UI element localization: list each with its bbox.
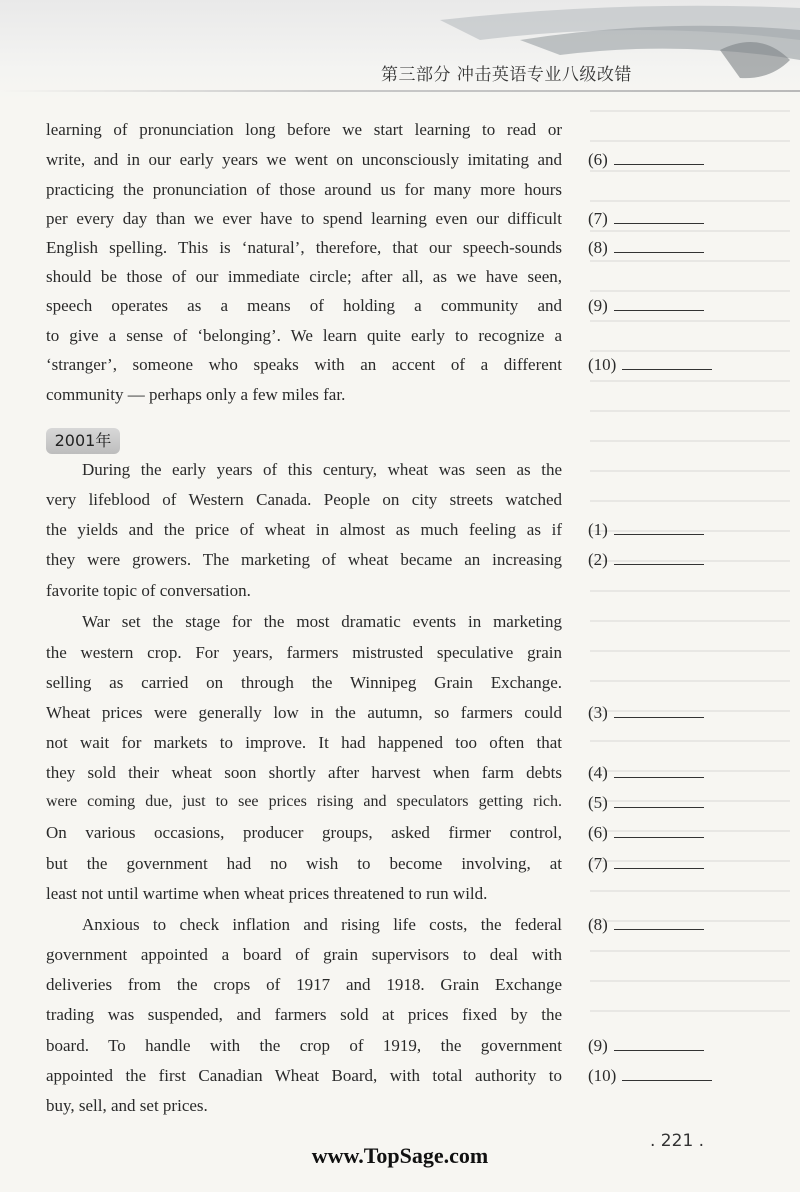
item-number: (5) — [588, 793, 608, 812]
item-number: (6) — [588, 150, 608, 169]
text-line: they were growers. The marketing of wheat became an increasing — [46, 550, 562, 569]
text-line: not wait for markets to improve. It had happened too often that — [46, 733, 562, 752]
answer-blank[interactable] — [614, 209, 704, 224]
item-number: (9) — [588, 296, 608, 315]
year-badge: 2001年 — [46, 428, 120, 454]
text-line: were coming due, just to see prices rising and speculators getting rich. — [46, 793, 562, 810]
page-number: . 221 . — [650, 1131, 705, 1151]
text-line: English spelling. This is ‘natural’, therefore, that our speech-sounds — [46, 238, 562, 257]
answer-blank[interactable] — [614, 915, 704, 930]
answer-blank[interactable] — [614, 550, 704, 565]
text-line: the yields and the price of wheat in almost as much feeling as if — [46, 520, 562, 539]
answer-slot[interactable] — [588, 1066, 712, 1086]
text-line: deliveries from the crops of 1917 and 1918. Grain Exchange — [46, 975, 562, 994]
answer-blank[interactable] — [614, 763, 704, 778]
item-number: (6) — [588, 823, 608, 842]
answer-blank[interactable] — [614, 296, 704, 311]
answer-slot[interactable] — [588, 296, 704, 316]
header-rule — [0, 90, 800, 92]
answer-blank[interactable] — [614, 793, 704, 808]
answer-blank[interactable] — [614, 150, 704, 165]
text-line: but the government had no wish to become involving, at — [46, 854, 562, 873]
text-line: community — perhaps only a few miles far. — [46, 385, 346, 404]
answer-slot[interactable] — [588, 793, 704, 813]
text-line: they sold their wheat soon shortly after harvest when farm debts — [46, 763, 562, 782]
text-line: ‘stranger’, someone who speaks with an accent of a different — [46, 355, 562, 374]
text-line: write, and in our early years we went on unconsciously imitating and — [46, 150, 562, 169]
answer-slot[interactable] — [588, 1036, 704, 1056]
text-line: should be those of our immediate circle; after all, as we have seen, — [46, 267, 562, 286]
answer-slot[interactable] — [588, 209, 704, 229]
text-line: to give a sense of ‘belonging’. We learn quite early to recognize a — [46, 326, 562, 345]
item-number: (4) — [588, 763, 608, 782]
answer-slot[interactable] — [588, 238, 704, 258]
text-line: Anxious to check inflation and rising life costs, the federal — [82, 915, 562, 934]
item-number: (1) — [588, 520, 608, 539]
answer-blank[interactable] — [622, 355, 712, 370]
answer-slot[interactable] — [588, 703, 704, 723]
text-line: favorite topic of conversation. — [46, 581, 251, 600]
text-line: practicing the pronunciation of those around us for many more hours — [46, 180, 562, 199]
answer-slot[interactable] — [588, 355, 712, 375]
text-line: During the early years of this century, wheat was seen as the — [82, 460, 562, 479]
answer-slot[interactable] — [588, 915, 704, 935]
text-line: board. To handle with the crop of 1919, the government — [46, 1036, 562, 1055]
header-title: 第三部分 冲击英语专业八级改错 — [381, 65, 632, 85]
answer-blank[interactable] — [614, 238, 704, 253]
text-line: speech operates as a means of holding a community and — [46, 296, 562, 315]
item-number: (3) — [588, 703, 608, 722]
answer-blank[interactable] — [622, 1066, 712, 1081]
item-number: (9) — [588, 1036, 608, 1055]
website-footer: www.TopSage.com — [311, 1143, 489, 1168]
answer-blank[interactable] — [614, 703, 704, 718]
text-line: War set the stage for the most dramatic events in marketing — [82, 612, 562, 631]
answer-slot[interactable] — [588, 150, 704, 170]
answer-slot[interactable] — [588, 854, 704, 874]
text-line: buy, sell, and set prices. — [46, 1096, 208, 1115]
item-number: (10) — [588, 355, 617, 374]
text-line: very lifeblood of Western Canada. People on city streets watched — [46, 490, 562, 509]
text-line: government appointed a board of grain supervisors to deal with — [46, 945, 562, 964]
text-line: selling as carried on through the Winnipeg Grain Exchange. — [46, 673, 562, 692]
answer-slot[interactable] — [588, 823, 704, 843]
answer-blank[interactable] — [614, 520, 704, 535]
text-line: least not until wartime when wheat prices threatened to run wild. — [46, 884, 488, 903]
text-line: the western crop. For years, farmers mistrusted speculative grain — [46, 643, 562, 662]
answer-blank[interactable] — [614, 823, 704, 838]
answer-slot[interactable] — [588, 550, 704, 570]
item-number: (7) — [588, 209, 608, 228]
answer-blank[interactable] — [614, 854, 704, 869]
item-number: (8) — [588, 915, 608, 934]
text-line: trading was suspended, and farmers sold at prices fixed by the — [46, 1005, 562, 1024]
item-number: (10) — [588, 1066, 617, 1085]
text-line: per every day than we ever have to spend learning even our difficult — [46, 209, 562, 228]
text-line: appointed the first Canadian Wheat Board, with total authority to — [46, 1066, 562, 1085]
item-number: (8) — [588, 238, 608, 257]
answer-slot[interactable] — [588, 763, 704, 783]
item-number: (2) — [588, 550, 608, 569]
text-line: learning of pronunciation long before we start learning to read or — [46, 120, 562, 139]
item-number: (7) — [588, 854, 608, 873]
text-line: On various occasions, producer groups, asked firmer control, — [46, 823, 562, 842]
text-line: Wheat prices were generally low in the autumn, so farmers could — [46, 703, 562, 722]
answer-slot[interactable] — [588, 520, 704, 540]
answer-blank[interactable] — [614, 1036, 704, 1051]
